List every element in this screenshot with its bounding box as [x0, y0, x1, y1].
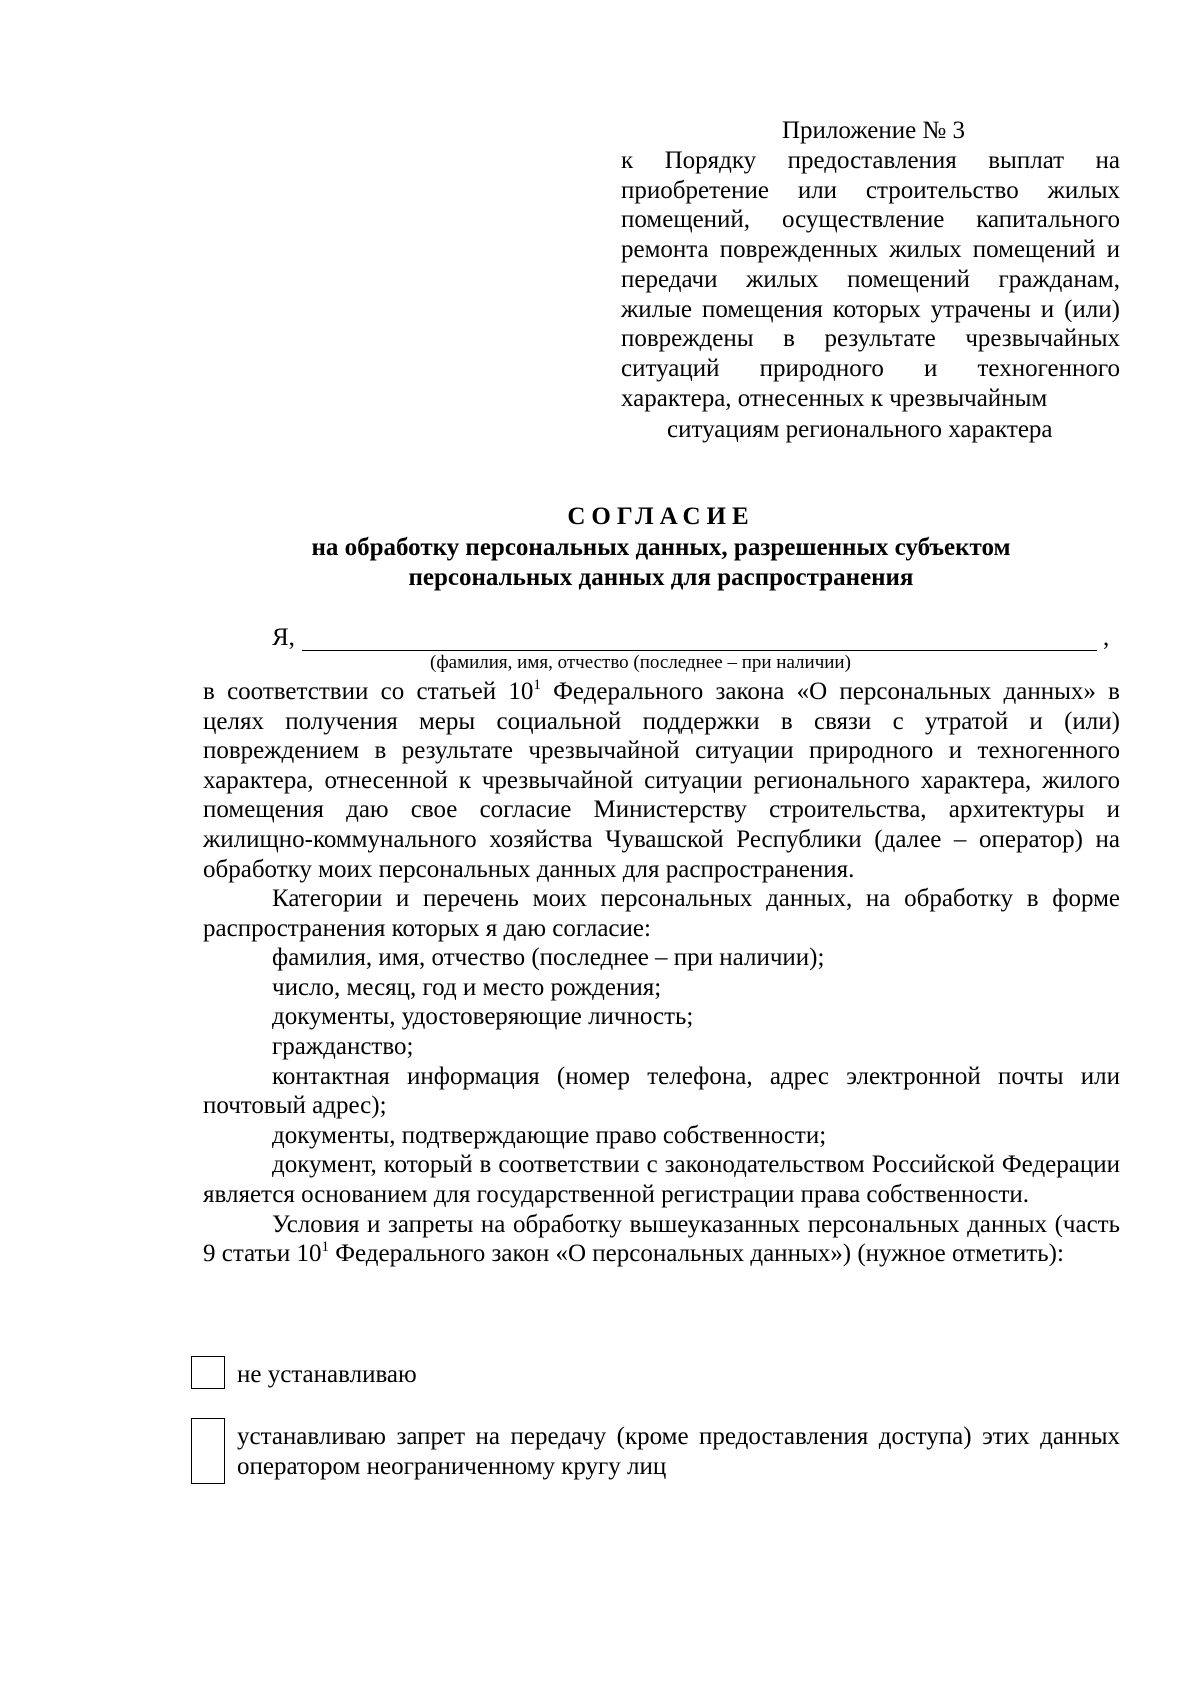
conditions-text	[203, 1210, 1120, 1269]
document-title: СОГЛАСИЕ	[567, 503, 755, 530]
option-ban-transfer-checkbox[interactable]	[191, 1418, 225, 1484]
conditions-text-end: Федерального закон «О персональных данных») (нужное отметить):	[328, 1240, 1064, 1268]
appendix-title: Приложение № 3	[782, 117, 966, 144]
category-item: документы, удостоверяющие личность;	[272, 1003, 694, 1031]
name-input-line[interactable]	[302, 650, 1097, 651]
conditions-text-start: Условия и запреты на обработку вышеуказанных персональных данных (часть 9 статьи 10	[203, 1210, 1120, 1268]
category-item: число, месяц, год и место рождения;	[272, 973, 662, 1001]
categories-intro: Категории и перечень моих персональных данных, на обработку в форме распространения которых я даю согласие:	[203, 885, 1120, 942]
name-comma: ,	[1103, 624, 1110, 651]
consent-text-end: Федерального закона «О персональных данных» в целях получения меры социальной поддержки в связи с утратой и (или) повреждением в результате чрезвычайной ситуации природного и техногенного характера, отнесенной к чрезвычайной ситуации регионального характера, жилого помещения даю свое согласие Министерству строительства, архитектуры и жилищно-коммунального хозяйства Чувашской Республики (далее – оператор) на обработку моих персональных данных для распространения.	[203, 678, 1120, 883]
category-item: документы, подтверждающие право собственности;	[272, 1121, 827, 1149]
categories-section	[203, 884, 1120, 1269]
name-label: Я,	[272, 624, 295, 651]
consent-text	[203, 677, 1120, 884]
document-subtitle-line-1: на обработку персональных данных, разрешенных субъектом	[311, 534, 1011, 561]
category-item: документ, который в соответствии с законодательством Российской Федерации является основанием для государственной регистрации права собственности.	[203, 1151, 1120, 1208]
option-not-set-checkbox[interactable]	[191, 1356, 225, 1389]
article-superscript: 1	[533, 677, 541, 693]
appendix-body: к Порядку предоставления выплат на приобретение или строительство жилых помещений, осуществление капитального ремонта поврежденных жилых помещений и передачи жилых помещений гражданам, жилые помещения которых утрачены и (или) повреждены в результате чрезвычайных ситуаций природного и техногенного характера, отнесенных к чрезвычайным	[621, 147, 1120, 412]
category-item: гражданство;	[272, 1032, 414, 1060]
conditions-superscript: 1	[321, 1239, 329, 1256]
option-not-set-label: не устанавливаю	[237, 1361, 417, 1388]
category-item: контактная информация (номер телефона, адрес электронной почты или почтовый адрес);	[203, 1062, 1120, 1120]
option-ban-transfer-label: устанавливаю запрет на передачу (кроме предоставления доступа) этих данных оператором неограниченному кругу лиц	[237, 1423, 1120, 1480]
consent-text-start: в соответствии со статьей 10	[203, 678, 534, 705]
name-hint: (фамилия, имя, отчество (последнее – при наличии)	[430, 652, 851, 673]
document-subtitle-line-2: персональных данных для распространения	[408, 564, 914, 591]
consent-paragraph	[203, 677, 1120, 884]
category-item: фамилия, имя, отчество (последнее – при наличии);	[272, 944, 825, 972]
appendix-last-line: ситуациям регионального характера	[667, 416, 1053, 443]
